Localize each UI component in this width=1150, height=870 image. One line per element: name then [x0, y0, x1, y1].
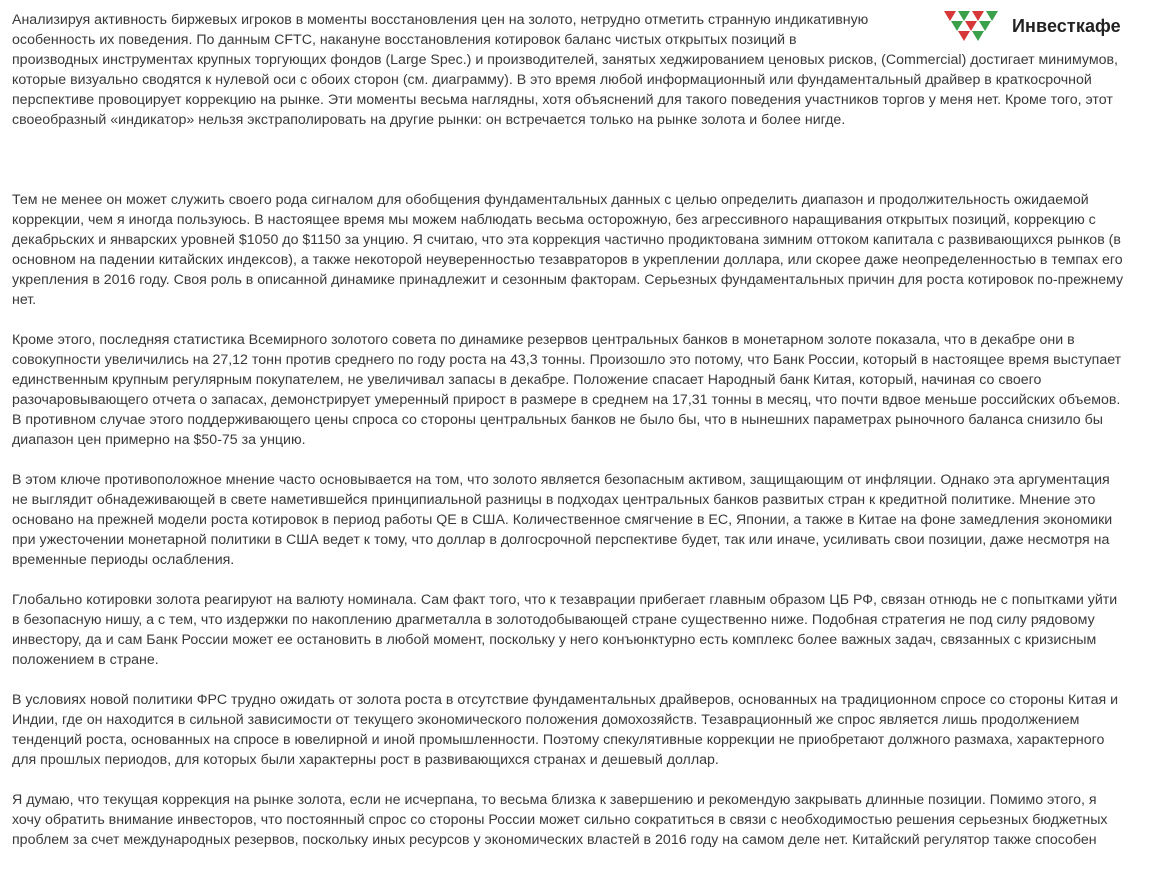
- article-paragraph: В условиях новой политики ФРС трудно ожидать от золота роста в отсутствие фундаментальных драйверов, основанных на традиционном спросе со стороны Китая и Индии, где он находится в сильной зависимости от текущего экономического положения домохозяйств. Тезаврационный же спрос является лишь продолжением тенденций роста, основанных на спросе в ювелирной и иной промышленности. Поэтому спекулятивные коррекции не приобретают должного размаха, характерного для прошлых периодов, для которых были характерны рост в развивающихся странах и дешевый доллар.: [12, 692, 1119, 768]
- article-paragraph: Я думаю, что текущая коррекция на рынке золота, если не исчерпана, то весьма близка к завершению и рекомендую закрывать длинные позиции. Помимо этого, я хочу обратить внимание инвесторов, что постоянный спрос со стороны России может сильно сократиться в связи с необходимостью решения серьезных бюджетных проблем за счет международных резервов, поскольку иных ресурсов у экономических властей в 2016 году на самом деле нет. Китайский регулятор также способен: [12, 792, 1108, 848]
- article-body: [12, 10, 1124, 870]
- article-paragraph: Кроме этого, последняя статистика Всемирного золотого совета по динамике резервов центральных банков в монетарном золоте показала, что в декабре они в совокупности увеличились на 27,12 тонн против среднего по году роста на 43,3 тонны. Произошло это потому, что Банк России, который в настоящее время выступает единственным крупным регулярным покупателем, не увеличивал запасы в декабре. Положение спасает Народный банк Китая, который, начиная со своего разочаровывающего отчета о запасах, демонстрирует умеренный прирост в размере в среднем на 17,31 тонны в месяц, что почти вдвое меньше российских объемов. В противном случае этого поддерживающего цены спроса со стороны центральных банков не было бы, что в нынешних параметрах рыночного баланса снизило бы диапазон цен примерно на $50-75 за унцию.: [12, 332, 1122, 448]
- article-paragraph: [12, 10, 1124, 130]
- logo-text: Инвесткафе: [1012, 16, 1121, 36]
- article-paragraph: Тем не менее он может служить своего рода сигналом для обобщения фундаментальных данных с целью определить диапазон и продолжительность ожидаемой коррекции, чем я иногда пользуюсь. В настоящее время мы можем наблюдать весьма осторожную, без агрессивного наращивания открытых позиций, коррекцию с декабрьских и январских уровней $1050 до $1150 за унцию. Я считаю, что эта коррекция частично продиктована зимним оттоком капитала с развивающихся рынков (в основном на падении китайских индексов), а также некоторой неуверенностью тезавраторов в укреплении доллара, или скорее даже неопределенностью в темпах его укрепления в 2016 году. Своя роль в описанной динамике принадлежит и сезонным факторам. Серьезных фундаментальных причин для роста котировок по-прежнему нет.: [12, 192, 1124, 308]
- paragraph-text: Анализируя активность биржевых игроков в моменты восстановления цен на золото, нетрудно отметить странную индикативную особенность их поведения. По данным CFTC, накануне восстановления котировок баланс чистых открытых позиций в производных инструментах крупных торгующих фондов (Large Spec.) и производителей, занятых хеджированием ценовых рисков, (Commercial) достигает минимумов, которые визуально сводятся к нулевой оси с обоих сторон (см. диаграмму). В это время любой информационный или фундаментальный драйвер в краткосрочной перспективе провоцирует коррекцию на рынке. Эти моменты весьма наглядны, хотя объяснений для такого поведения участников торгов у меня нет. Кроме того, этот своеобразный «индикатор» нельзя экстраполировать на другие рынки: он встречается только на рынке золота и более нигде.: [12, 12, 1118, 128]
- logo-spacer: [884, 10, 1124, 50]
- article-paragraph: В этом ключе противоположное мнение часто основывается на том, что золото является безопасным активом, защищающим от инфляции. Однако эта аргументация не выглядит обнадеживающей в свете наметившейся принципиальной разницы в подходах центральных банков развитых стран к кредитной политике. Мнение это основано на прежней модели роста котировок в период работы QE в США. Количественное смягчение в ЕС, Японии, а также в Китае на фоне замедления экономики при ужесточении монетарной политики в США ведет к тому, что доллар в долгосрочной перспективе будет, так или иначе, усиливать свои позиции, даже несмотря на временные периоды ослабления.: [12, 472, 1113, 568]
- article-paragraph: Глобально котировки золота реагируют на валюту номинала. Сам факт того, что к тезаврации прибегает главным образом ЦБ РФ, связан отнюдь не с попытками уйти в безопасную нишу, а с тем, что издержки по накоплению драгметалла в золотодобывающей стране существенно ниже. Подобная стратегия не под силу рядовому инвестору, да и сам Банк России может ее остановить в любой момент, поскольку у него конъюнктурно есть комплекс более важных задач, связанных с кризисным положением в стране.: [12, 592, 1118, 668]
